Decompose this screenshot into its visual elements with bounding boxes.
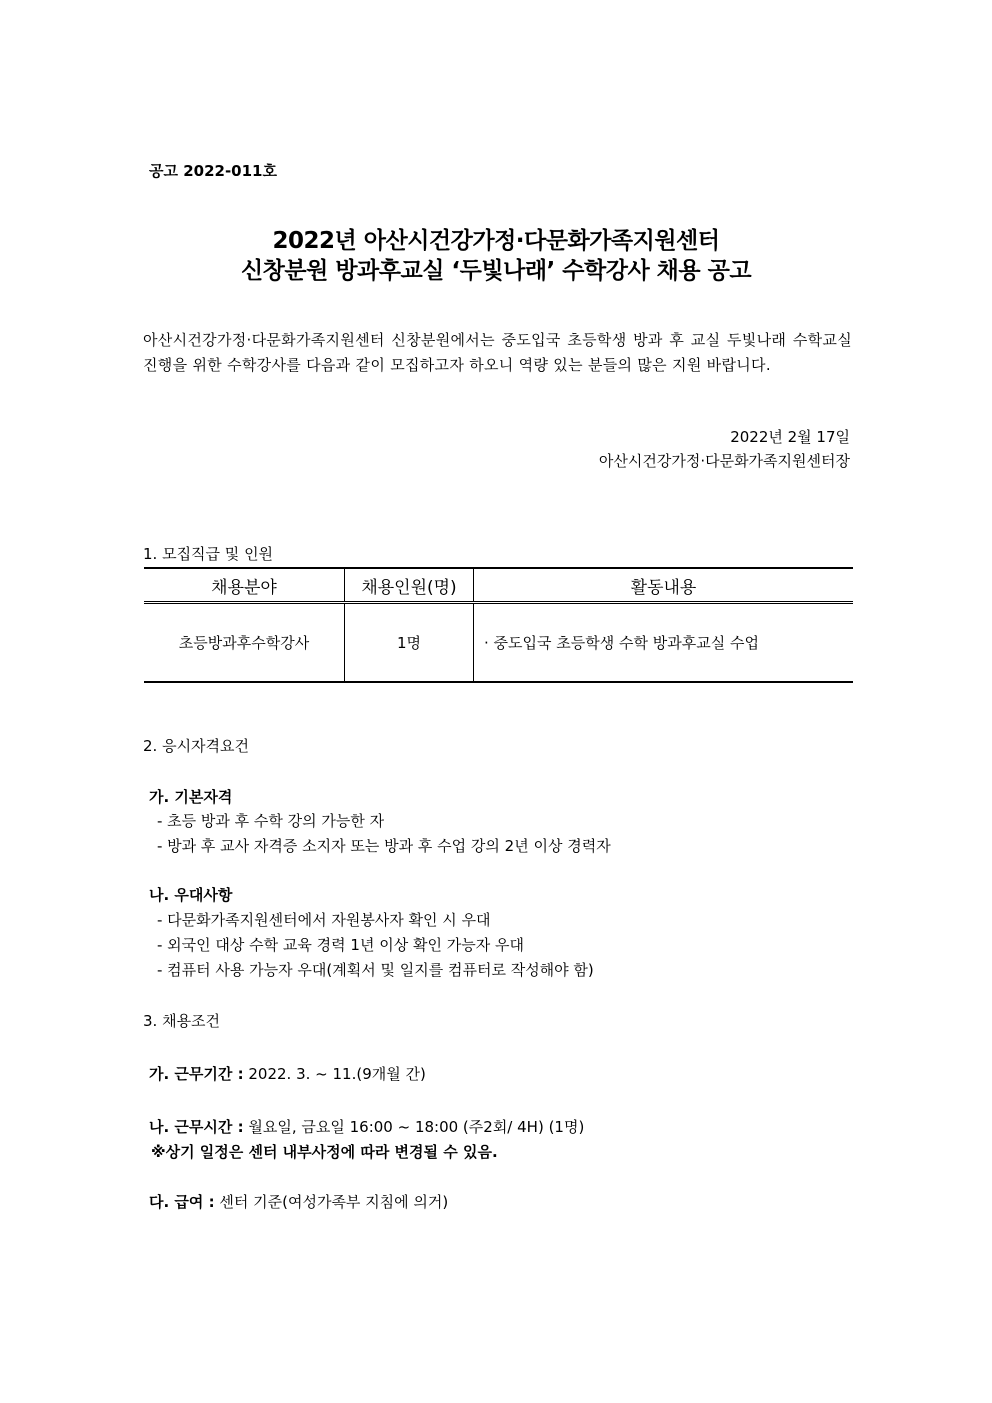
cell-count: 1명 [345, 603, 474, 683]
work-period-label: 가. 근무기간 : [149, 1065, 244, 1083]
page-title-line1: 2022년 아산시건강가정·다문화가족지원센터 [272, 228, 720, 254]
work-period [149, 1063, 426, 1084]
page-title-line2: 신창분원 방과후교실 ‘두빛나래’ 수학강사 채용 공고 [240, 258, 752, 284]
work-hours-value: 월요일, 금요일 16:00 ~ 18:00 (주2회/ 4H) (1명) [243, 1118, 585, 1136]
header-field: 채용분야 [144, 568, 345, 603]
cell-activity: · 중도입국 초등학생 수학 방과후교실 수업 [474, 603, 854, 683]
section1-heading: 1. 모집직급 및 인원 [143, 545, 274, 563]
recruitment-table [144, 567, 853, 683]
header-count: 채용인원(명) [345, 568, 474, 603]
table-row [144, 603, 853, 683]
salary-value: 센터 기준(여성가족부 지침에 의거) [214, 1193, 449, 1211]
schedule-note: ※상기 일정은 센터 내부사정에 따라 변경될 수 있음. [151, 1143, 498, 1161]
work-period-value: 2022. 3. ~ 11.(9개월 간) [243, 1065, 426, 1083]
section3-heading: 3. 채용조건 [143, 1012, 221, 1030]
list-item: - 컴퓨터 사용 가능자 우대(계획서 및 일지를 컴퓨터로 작성해야 함) [157, 961, 594, 979]
work-hours [149, 1116, 584, 1137]
salary [149, 1191, 448, 1212]
intro-paragraph: 아산시건강가정·다문화가족지원센터 신창분원에서는 중도입국 초등학생 방과 후 교실 두빛나래 수학교실 진행을 위한 수학강사를 다음과 같이 모집하고자 하오니 역량 있는 분들의 많은 지원 바랍니다. [143, 331, 852, 374]
notice-date: 2022년 2월 17일 [730, 428, 850, 446]
list-item: - 초등 방과 후 수학 강의 가능한 자 [157, 812, 385, 830]
signer: 아산시건강가정·다문화가족지원센터장 [598, 452, 850, 470]
work-hours-label: 나. 근무시간 : [149, 1118, 244, 1136]
section2-heading: 2. 응시자격요건 [143, 737, 250, 755]
table-header-row [144, 568, 853, 603]
header-activity: 활동내용 [474, 568, 854, 603]
basic-qual-heading: 가. 기본자격 [149, 788, 233, 806]
cell-field: 초등방과후수학강사 [144, 603, 345, 683]
list-item: - 방과 후 교사 자격증 소지자 또는 방과 후 수업 강의 2년 이상 경력자 [157, 837, 611, 855]
preferred-heading: 나. 우대사항 [149, 886, 233, 904]
list-item: - 외국인 대상 수학 교육 경력 1년 이상 확인 가능자 우대 [157, 936, 524, 954]
salary-label: 다. 급여 : [149, 1193, 215, 1211]
list-item: - 다문화가족지원센터에서 자원봉사자 확인 시 우대 [157, 911, 491, 929]
notice-number: 공고 2022-011호 [149, 162, 277, 180]
